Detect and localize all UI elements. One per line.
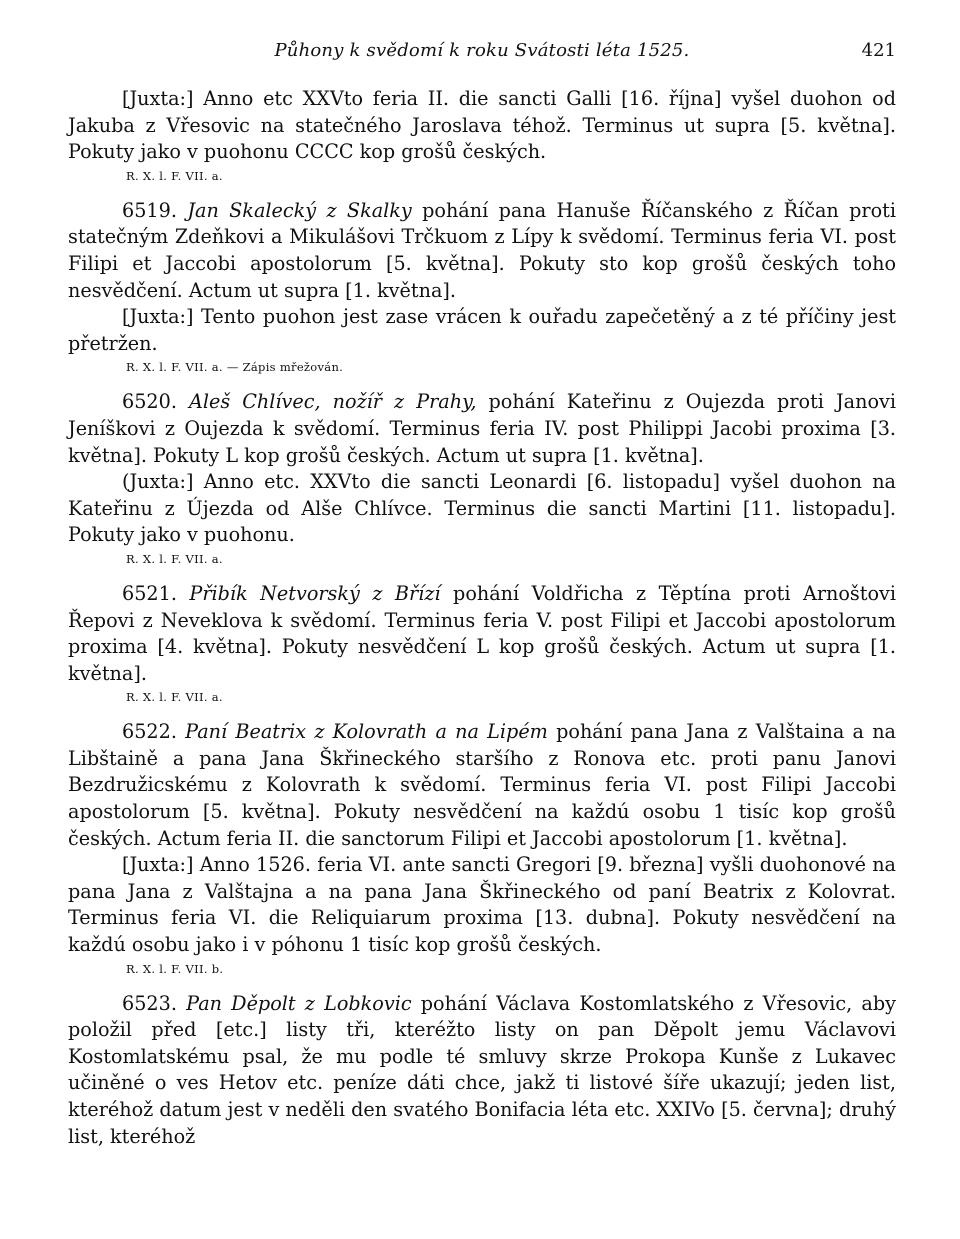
juxta-paragraph: [Juxta:] Anno etc XXVto feria II. die sancti Galli [16. října] vyšel duohon od Jakuba z Vřesovic na statečného Jaroslava téhož. Terminus ut supra [5. května]. Pokuty jako v puohonu CCCC kop grošů českých. xyxy=(68,87,896,164)
page-header xyxy=(68,36,896,76)
entry-number: 6522. xyxy=(122,720,177,744)
running-title: Půhony k svědomí k roku Svátosti léta 1525. xyxy=(274,40,690,61)
source-reference: R. X. l. F. VII. b. xyxy=(126,961,224,976)
page-number: 421 xyxy=(861,40,896,61)
source-reference: R. X. l. F. VII. a. xyxy=(126,690,223,705)
source-reference: R. X. l. F. VII. a. xyxy=(126,551,223,566)
entry-paragraph xyxy=(68,991,896,1151)
entry-number: 6521. xyxy=(122,581,177,605)
plaintiff-name: Aleš Chlívec, nožíř z Prahy, xyxy=(189,390,477,414)
entry-paragraph xyxy=(68,389,896,469)
entry-number: 6523. xyxy=(122,991,177,1015)
juxta-paragraph: [Juxta:] Anno 1526. feria VI. ante sancti Gregori [9. března] vyšli duohonové na pana Jana z Valštajna a na pana Jana Škřineckého od paní Beatrix z Kolovrat. Terminus feria VI. die Reliquiarum proxima [13. dubna]. Pokuty nesvědčení na každú osobu jako i v póhonu 1 tisíc kop grošů českých. xyxy=(68,853,896,957)
juxta-paragraph: [Juxta:] Tento puohon jest zase vrácen k ouřadu zapečetěný a z té příčiny jest přetržen. xyxy=(68,305,896,355)
document-page xyxy=(68,36,896,1150)
plaintiff-name: Paní Beatrix z Kolovrath a na Lipém xyxy=(185,720,548,744)
entry-paragraph xyxy=(68,198,896,304)
entry-text: pohání Kateřinu z Oujezda proti Janovi Jeníškovi z Oujezda k svědomí. Terminus feria IV. post Philippi Jacobi proxima [3. května]. Pokuty L kop grošů českých. Actum ut supra [1. května]. xyxy=(68,390,896,467)
entry-paragraph xyxy=(68,719,896,852)
source-reference: R. X. l. F. VII. a. — Zápis mřežován. xyxy=(126,360,344,375)
entry-text: pohání pana Jana z Valštaina a na Libštaině a pana Jana Škřineckého staršího z Ronova etc. proti panu Janovi Bezdružicskému z Kolovrath k svědomí. Terminus feria VI. post Filipi Jaccobi apostolorum [5. května]. Pokuty nesvědčení na každú osobu 1 tisíc kop grošů českých. Actum feria II. die sanctorum Filipi et Jaccobi apostolorum [1. května]. xyxy=(68,720,896,850)
plaintiff-name: Pan Děpolt z Lobkovic xyxy=(186,991,412,1015)
entry-text: pohání Václava Kostomlatského z Vřesovic, aby položil před [etc.] listy tři, kteréžto listy on pan Děpolt jemu Václavovi Kostomlatskému psal, že mu podle té smluvy skrze Prokopa Kunše z Lukavec učiněné o ves Hetov etc. peníze dáti chce, jakž ti listové šíře ukazují; jeden list, kteréhož datum jest v neděli den svatého Bonifacia léta etc. XXIVo [5. června]; druhý list, kteréhož xyxy=(68,991,896,1148)
entry-number: 6519. xyxy=(122,198,177,222)
entry-text: pohání pana Hanuše Říčanského z Říčan proti statečným Zdeňkovi a Mikulášovi Trčkuom z Lípy k svědomí. Terminus feria VI. post Filipi et Jaccobi apostolorum [5. května]. Pokuty sto kop grošů českých toho nesvědčení. Actum ut supra [1. května]. xyxy=(68,198,897,302)
plaintiff-name: Jan Skalecký z Skalky xyxy=(187,198,412,222)
entry-number: 6520. xyxy=(122,390,177,414)
juxta-paragraph: (Juxta:] Anno etc. XXVto die sancti Leonardi [6. listopadu] vyšel duohon na Kateřinu z Újezda od Alše Chlívce. Terminus die sancti Martini [11. listopadu]. Pokuty jako v puohonu. xyxy=(68,470,896,547)
entry-paragraph xyxy=(68,581,896,687)
entry-text: pohání Voldřicha z Těptína proti Arnoštovi Řepovi z Neveklova k svědomí. Terminus feria V. post Filipi et Jaccobi apostolorum proxima [4. května]. Pokuty nesvědčení L kop grošů českých. Actum ut supra [1. května]. xyxy=(68,581,896,685)
source-reference: R. X. l. F. VII. a. xyxy=(126,168,223,183)
page-body xyxy=(68,86,896,1150)
plaintiff-name: Přibík Netvorský z Břízí xyxy=(189,581,441,605)
